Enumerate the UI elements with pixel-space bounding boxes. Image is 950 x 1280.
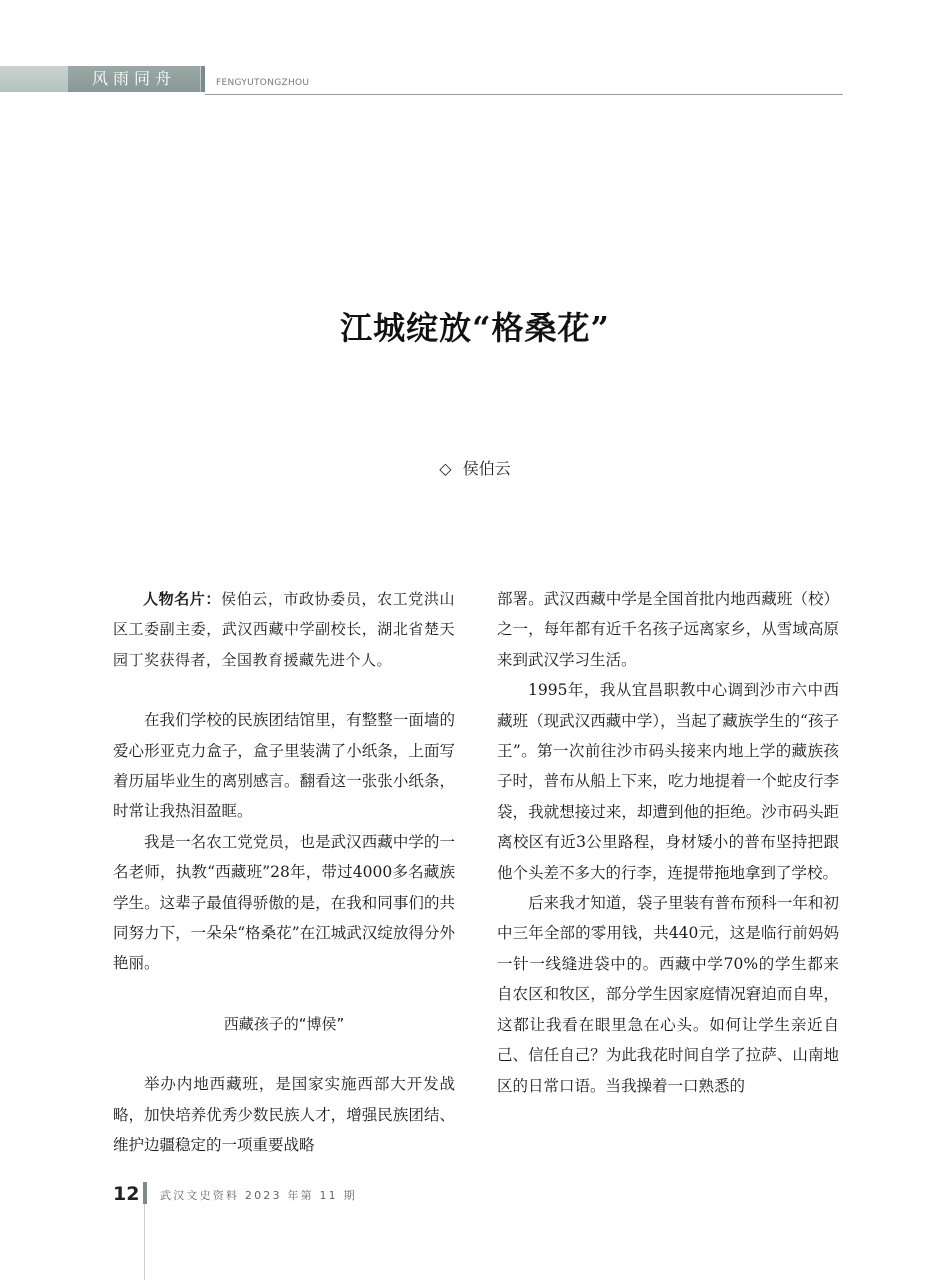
header-rule bbox=[205, 94, 843, 95]
paragraph: 在我们学校的民族团结馆里，有整整一面墙的爱心形亚克力盒子，盒子里装满了小纸条，上面写着历届毕业生的离别感言。翻看这一张张小纸条，时常让我热泪盈眶。 bbox=[113, 711, 455, 821]
left-column bbox=[113, 584, 455, 1161]
author-line bbox=[0, 456, 950, 479]
paragraph: 举办内地西藏班，是国家实施西部大开发战略，加快培养优秀少数民族人才，增强民族团结、维护边疆稳定的一项重要战略 bbox=[113, 1075, 455, 1155]
profile-block bbox=[113, 584, 455, 675]
paragraph: 1995年，我从宜昌职教中心调到沙市六中西藏班（现武汉西藏中学），当起了藏族学生的“孩子王”。第一次前往沙市码头接来内地上学的藏族孩子时，普布从船上下来，吃力地提着一个蛇皮行李袋，我就想接过来，却遭到他的拒绝。沙市码头距离校区有近3公里路程，身材矮小的普布坚持把跟他个头差不多大的行李，连提带拖地拿到了学校。 bbox=[497, 681, 839, 882]
profile-label: 人物名片： bbox=[143, 590, 222, 608]
page-number: 12 bbox=[113, 1183, 140, 1205]
paragraph: 后来我才知道，袋子里装有普布预科一年和初中三年全部的零用钱，共440元，这是临行前妈妈一针一线缝进袋中的。西藏中学70%的学生都来自农区和牧区，部分学生因家庭情况窘迫而自卑，这都让我看在眼里急在心头。如何让学生亲近自己、信任自己？为此我花时间自学了拉萨、山南地区的日常口语。当我操着一口熟悉的 bbox=[497, 894, 839, 1095]
header-accent-bar bbox=[201, 66, 205, 92]
section-subheading: 西藏孩子的“博侯” bbox=[223, 1014, 345, 1033]
publication-info: 武汉文史资料 2023 年第 11 期 bbox=[160, 1189, 357, 1202]
footer-rule bbox=[144, 1204, 145, 1280]
profile-text: 侯伯云，市政协委员，农工党洪山区工委副主委，武汉西藏中学副校长，湖北省楚天园丁奖获得者，全国教育援藏先进个人。 bbox=[113, 590, 455, 669]
column-tag: 风雨同舟 bbox=[68, 66, 200, 92]
diamond-icon: ◇ bbox=[439, 459, 452, 478]
column-pinyin: FENGYUTONGZHOU bbox=[216, 78, 310, 88]
author-name: 侯伯云 bbox=[462, 459, 511, 478]
footer-accent-bar bbox=[143, 1182, 147, 1204]
right-column bbox=[497, 584, 839, 1101]
article-title: 江城绽放“格桑花” bbox=[340, 309, 610, 347]
paragraph-continuation: 部署。武汉西藏中学是全国首批内地西藏班（校）之一，每年都有近千名孩子远离家乡，从雪域高原来到武汉学习生活。 bbox=[497, 590, 839, 669]
paragraph: 我是一名农工党党员，也是武汉西藏中学的一名老师，执教“西藏班”28年，带过4000多名藏族学生。这辈子最值得骄傲的是，在我和同事们的共同努力下，一朵朵“格桑花”在江城武汉绽放得分外艳丽。 bbox=[113, 832, 455, 973]
